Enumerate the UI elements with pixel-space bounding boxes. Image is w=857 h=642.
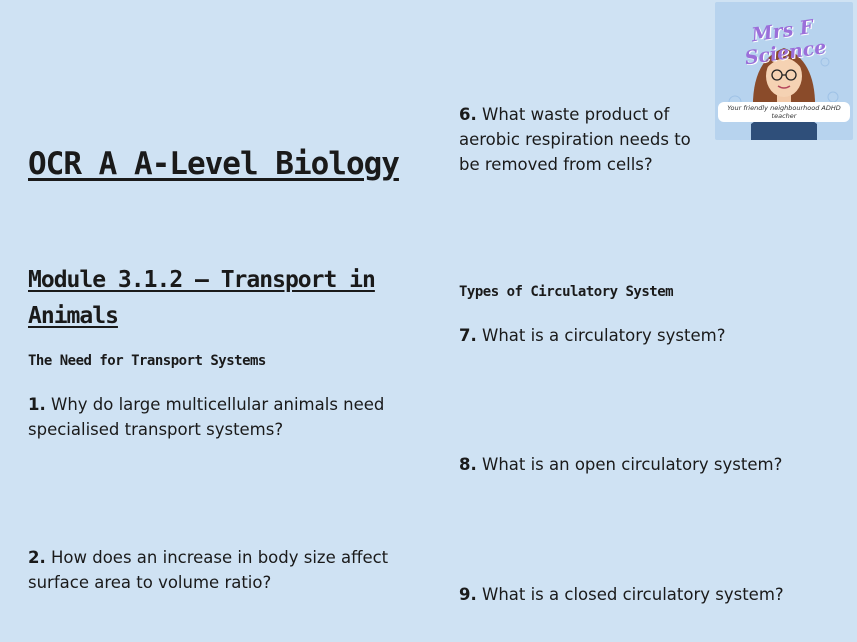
- question-text: Why do large multicellular animals need specialised transport systems?: [28, 395, 385, 439]
- document-title: OCR A A-Level Biology: [28, 146, 399, 182]
- section-heading-need-for-transport: The Need for Transport Systems: [28, 353, 266, 369]
- module-title: Module 3.1.2 — Transport in Animals: [28, 267, 375, 329]
- logo-tagline: Your friendly neighbourhood ADHD teacher: [718, 102, 850, 122]
- question-text: What is a closed circulatory system?: [482, 585, 784, 604]
- question-text: What is a circulatory system?: [482, 326, 726, 345]
- question-6: [459, 102, 709, 177]
- question-7: [459, 323, 849, 348]
- logo-title: Mrs F Science: [743, 15, 828, 70]
- question-9: [459, 582, 849, 607]
- question-text: How does an increase in body size affect surface area to volume ratio?: [28, 548, 389, 592]
- question-1: [28, 392, 418, 442]
- question-text: What is an open circulatory system?: [482, 455, 783, 474]
- question-number: 1.: [28, 395, 46, 414]
- question-2: [28, 545, 418, 595]
- section-heading-types-of-circulatory-system: Types of Circulatory System: [459, 284, 674, 300]
- question-number: 7.: [459, 326, 477, 345]
- question-number: 9.: [459, 585, 477, 604]
- mrs-f-science-logo: [715, 2, 853, 140]
- question-number: 8.: [459, 455, 477, 474]
- question-8: [459, 452, 849, 477]
- question-text: What waste product of aerobic respiration needs to be removed from cells?: [459, 105, 691, 174]
- question-number: 2.: [28, 548, 46, 567]
- question-number: 6.: [459, 105, 477, 124]
